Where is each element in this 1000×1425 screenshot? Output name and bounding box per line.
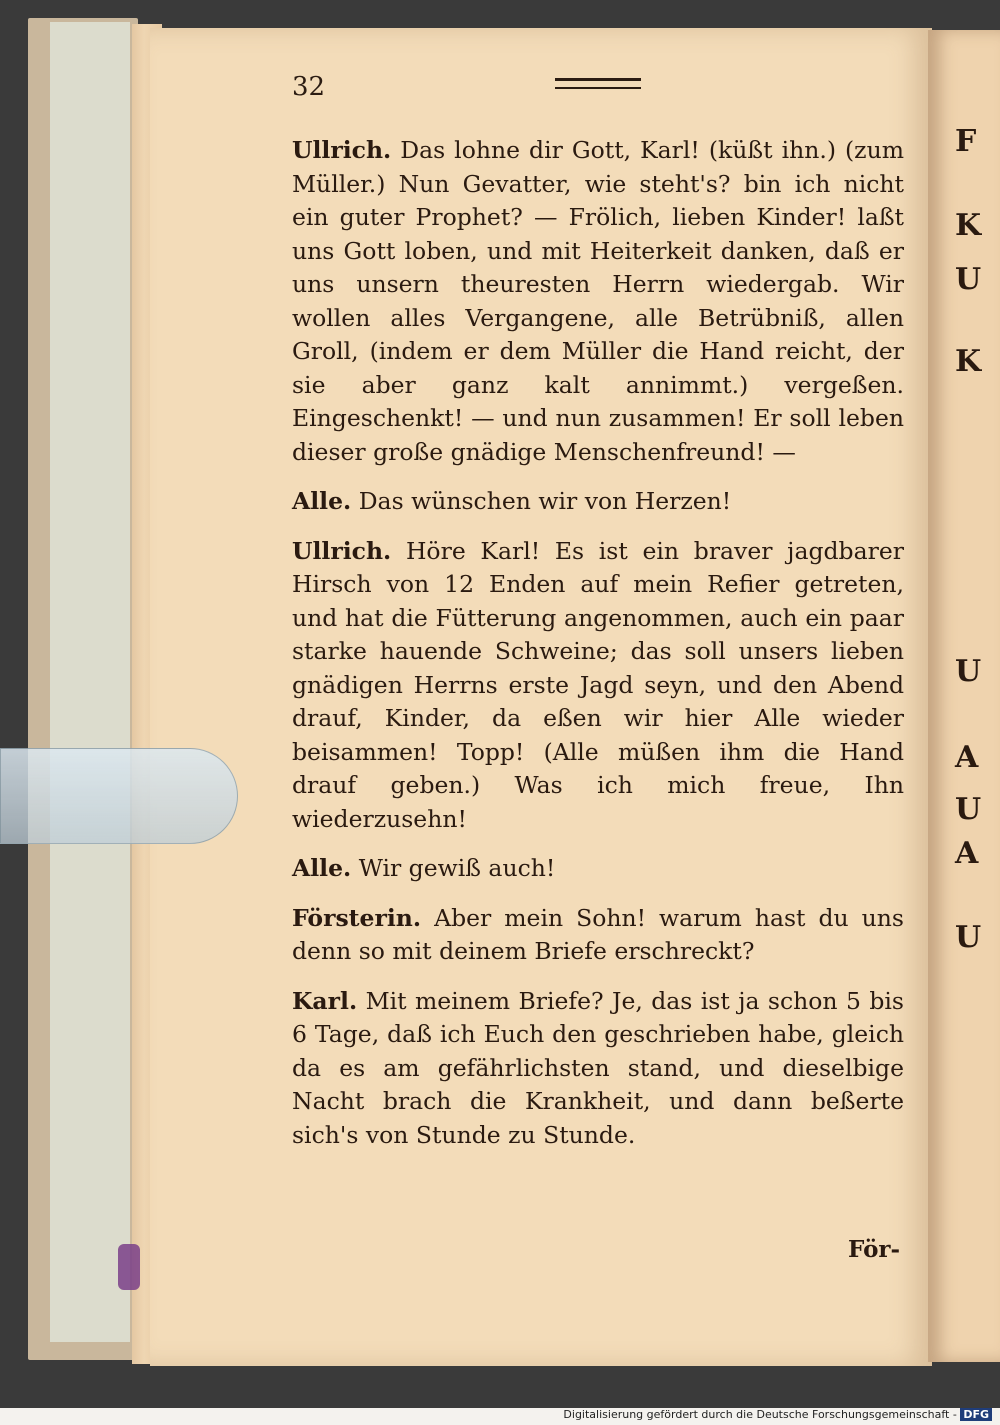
page-number: 32 — [292, 72, 326, 102]
page-clip — [0, 748, 238, 844]
footer-text: Digitalisierung gefördert durch die Deutsche Forschungsgemeinschaft - — [563, 1408, 957, 1421]
facing-page-letter: U — [955, 262, 982, 297]
speech — [292, 852, 904, 886]
footer-credit — [563, 1408, 992, 1421]
speech-text: Höre Karl! Es ist ein braver jagdbarer Hirsch von 12 Enden auf mein Refier getreten, und hat die Fütterung angenommen, auch ein paar starke hauende Schweine; das soll unsers lieben gnädigen Herrns erste Jagd seyn, und den Abend drauf, Kinder, da eßen wir hier Alle wieder beisammen! Topp! (Alle müßen ihm die Hand drauf geben.) Was ich mich freue, Ihn wiederzusehn! — [292, 536, 904, 833]
header-rule — [555, 78, 641, 89]
speaker-name: Försterin. — [292, 903, 422, 932]
page-text — [292, 134, 904, 1168]
speaker-name: Ullrich. — [292, 136, 392, 164]
facing-page-letter: F — [955, 124, 977, 159]
dfg-logo: DFG — [960, 1408, 992, 1421]
speech-text: Das lohne dir Gott, Karl! (küßt ihn.) (zum Müller.) Nun Gevatter, wie steht's? bin ich nicht ein guter Prophet? — Frölich, lieben Kinder! laßt uns Gott loben, und mit Heiterkeit danken, daß er uns unsern theuresten Herrn wiedergab. Wir wollen alles Vergangene, alle Betrübniß, allen Groll, (indem er dem Müller die Hand reicht, der sie aber ganz kalt annimmt.) vergeßen. Eingeschenkt! — und nun zusammen! Er soll leben dieser große gnädige Menschenfreund! — — [292, 136, 904, 466]
facing-page-letter: K — [955, 208, 982, 243]
speech — [292, 902, 904, 969]
catchword: För- — [848, 1236, 901, 1263]
speech-text: Das wünschen wir von Herzen! — [358, 487, 732, 515]
speech — [292, 535, 904, 837]
speech — [292, 485, 904, 519]
library-stamp — [118, 1244, 140, 1290]
speech — [292, 134, 904, 469]
speech-text: Wir gewiß auch! — [358, 854, 556, 882]
speaker-name: Karl. — [292, 986, 358, 1015]
speech — [292, 985, 904, 1153]
facing-page-letter: U — [955, 920, 982, 955]
speaker-name: Alle. — [292, 854, 352, 882]
speech-text: Aber mein Sohn! warum hast du uns denn so mit deinem Briefe erschreckt? — [292, 903, 904, 965]
facing-page-letter: A — [955, 836, 979, 871]
facing-page-letter: A — [955, 740, 979, 775]
speech-text: Mit meinem Briefe? Je, das ist ja schon 5 bis 6 Tage, daß ich Euch den geschrieben habe, gleich da es am gefährlichsten stand, und dieselbige Nacht brach die Krankheit, und dann beßerte sich's von Stunde zu Stunde. — [292, 986, 904, 1149]
left-endpaper — [50, 22, 130, 1342]
facing-page-letter: U — [955, 654, 982, 689]
facing-page-letter: K — [955, 344, 982, 379]
speaker-name: Alle. — [292, 487, 352, 515]
speaker-name: Ullrich. — [292, 536, 392, 565]
facing-page-letter: U — [955, 792, 982, 827]
